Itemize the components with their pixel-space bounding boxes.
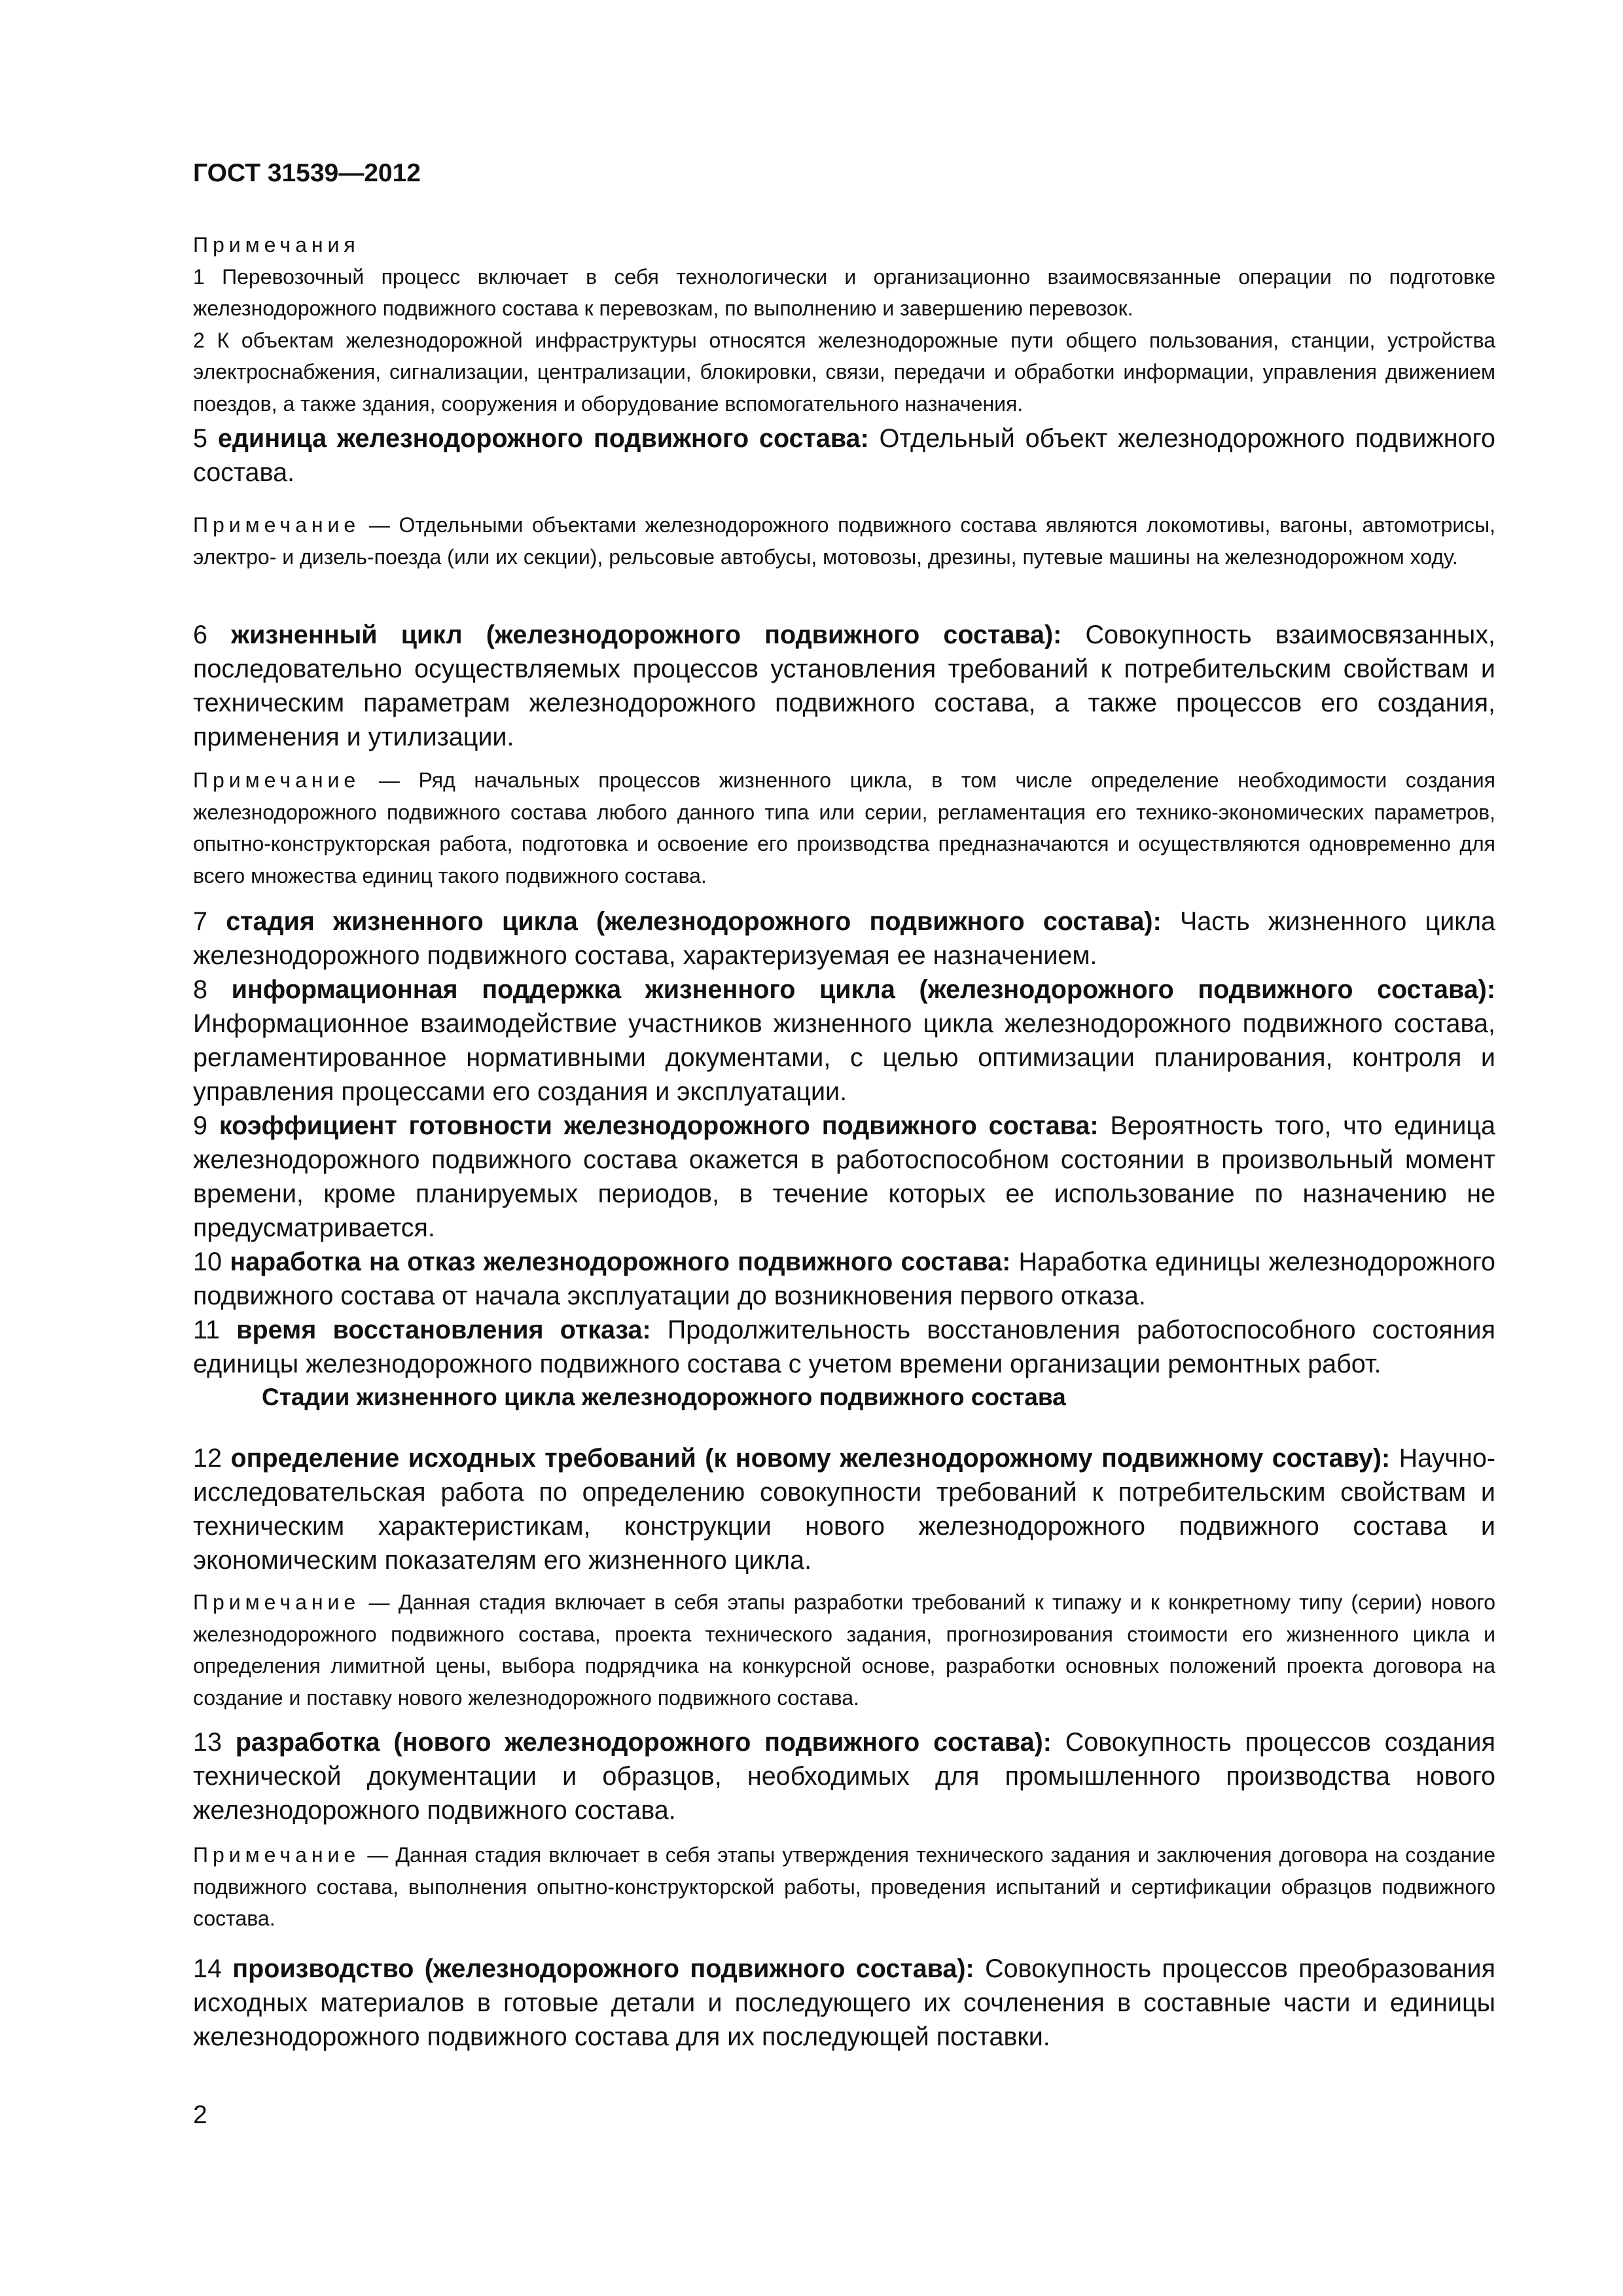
- note-dash: —: [360, 513, 399, 537]
- definitions-7-11: [193, 905, 1495, 1381]
- note-item-2: 2 К объектам железнодорожной инфраструктуры относятся железнодорожные пути общего пользования, станции, устройства электроснабжения, сигнализации, централизации, блокировки, связи, передачи и обработки информации, управления движением поездов, а также здания, сооружения и оборудование вспомогательного назначения.: [193, 328, 1495, 416]
- note-label: Примечание: [193, 513, 361, 537]
- page-number: 2: [193, 2101, 207, 2129]
- note-dash: —: [360, 1843, 396, 1867]
- definition-term: единица железнодорожного подвижного состава:: [217, 424, 869, 453]
- definition-text: Совокупность процессов создания технической документации и образцов, необходимых для промышленного производства нового железнодорожного подвижного состава.: [193, 1728, 1495, 1825]
- definition-term: коэффициент готовности железнодорожного подвижного состава:: [219, 1111, 1099, 1140]
- section-heading: Стадии жизненного цикла железнодорожного подвижного состава: [262, 1384, 1066, 1410]
- definition-13: [193, 1725, 1495, 1827]
- note-label: Примечание: [193, 768, 361, 792]
- definition-term: жизненный цикл (железнодорожного подвижного состава):: [231, 620, 1062, 649]
- note-label: Примечание: [193, 1843, 361, 1867]
- definition-term: время восстановления отказа:: [236, 1316, 651, 1344]
- definition-5: [193, 422, 1495, 490]
- document-id: ГОСТ 31539—2012: [193, 159, 421, 187]
- definition-11: [193, 1313, 1495, 1381]
- note-text: Отдельными объектами железнодорожного подвижного состава являются локомотивы, вагоны, автомотрисы, электро- и дизель-поезда (или их секции), рельсовые автобусы, мотовозы, дрезины, путевые машины на железнодорожном ходу.: [193, 513, 1496, 569]
- definition-number: 13: [193, 1728, 222, 1757]
- definition-text: Вероятность того, что единица железнодорожного подвижного состава окажется в работоспособном состоянии в произвольный момент времени, кроме планируемых периодов, в течение которых ее использование по назначению не предусматривается.: [193, 1111, 1495, 1242]
- note-item-1: 1 Перевозочный процесс включает в себя технологически и организационно взаимосвязанные операции по подготовке железнодорожного подвижного состава к перевозкам, по выполнению и завершению перевозок.: [193, 264, 1495, 320]
- note-text: Ряд начальных процессов жизненного цикла, в том числе определение необходимости создания железнодорожного подвижного состава любого данного типа или серии, регламентация его технико-экономических параметров, опытно-конструкторская работа, подготовка и освоение его производства предназначаются и осуществляются одновременно для всего множества единиц такого подвижного состава.: [193, 768, 1496, 888]
- definition-number: 6: [193, 620, 207, 649]
- definition-10: [193, 1245, 1495, 1313]
- definition-text: Продолжительность восстановления работоспособного состояния единицы железнодорожного подвижного состава с учетом времени организации ремонтных работ.: [193, 1316, 1495, 1378]
- note-dash: —: [360, 1590, 399, 1614]
- definition-12: [193, 1441, 1495, 1577]
- definition-number: 5: [193, 424, 207, 453]
- definition-number: 12: [193, 1444, 222, 1473]
- definition-number: 9: [193, 1111, 207, 1140]
- definition-6: [193, 618, 1495, 754]
- notes-title: Примечания: [193, 233, 360, 257]
- definition-text: Совокупность процессов преобразования исходных материалов в готовые детали и последующего их сочленения в составные части и единицы железнодорожного подвижного состава для их последующей поставки.: [193, 1954, 1495, 2051]
- note-13: [193, 1839, 1495, 1935]
- definition-text: Часть жизненного цикла железнодорожного подвижного состава, характеризуемая ее назначением.: [193, 907, 1495, 970]
- definition-term: наработка на отказ железнодорожного подвижного состава:: [230, 1247, 1011, 1276]
- definition-text: Совокупность взаимосвязанных, последовательно осуществляемых процессов установления требований к потребительским свойствам и техническим параметрам железнодорожного подвижного состава, а также процессов его создания, применения и утилизации.: [193, 620, 1495, 751]
- definition-term: информационная поддержка жизненного цикла (железнодорожного подвижного состава):: [231, 975, 1495, 1004]
- definition-term: производство (железнодорожного подвижного состава):: [232, 1954, 974, 1983]
- note-label: Примечание: [193, 1590, 361, 1614]
- definition-text: Научно-исследовательская работа по определению совокупности требований к потребительским свойствам и техническим характеристикам, конструкции нового железнодорожного подвижного состава и экономическим показателям его жизненного цикла.: [193, 1444, 1495, 1575]
- definition-7: [193, 905, 1495, 973]
- definition-14: [193, 1952, 1495, 2054]
- notes-top: [193, 229, 1495, 420]
- note-text: Данная стадия включает в себя этапы утверждения технического задания и заключения договора на создание подвижного состава, выполнения опытно-конструкторской работы, проведения испытаний и сертификации образцов подвижного состава.: [193, 1843, 1496, 1930]
- definition-number: 7: [193, 907, 207, 936]
- note-dash: —: [360, 768, 419, 792]
- definition-term: определение исходных требований (к новому железнодорожному подвижному составу):: [230, 1444, 1391, 1473]
- note-text: Данная стадия включает в себя этапы разработки требований к типажу и к конкретному типу (серии) нового железнодорожного подвижного состава, проекта технического задания, прогнозирования стоимости его жизненного цикла и определения лимитной цены, выбора подрядчика на конкурсной основе, разработки основных положений проекта договора на создание и поставку нового железнодорожного подвижного состава.: [193, 1590, 1496, 1710]
- note-6: [193, 764, 1495, 891]
- definition-term: стадия жизненного цикла (железнодорожного подвижного состава):: [226, 907, 1162, 936]
- definition-number: 11: [193, 1316, 221, 1344]
- definition-number: 14: [193, 1954, 222, 1983]
- definition-8: [193, 973, 1495, 1109]
- note-5: [193, 509, 1495, 573]
- definition-number: 8: [193, 975, 207, 1004]
- definition-9: [193, 1109, 1495, 1245]
- definition-text: Информационное взаимодействие участников жизненного цикла железнодорожного подвижного состава, регламентированное нормативными документами, с целью оптимизации планирования, контроля и управления процессами его создания и эксплуатации.: [193, 1009, 1495, 1106]
- note-12: [193, 1587, 1495, 1713]
- definition-text: Наработка единицы железнодорожного подвижного состава от начала эксплуатации до возникновения первого отказа.: [193, 1247, 1496, 1310]
- definition-term: разработка (нового железнодорожного подвижного состава):: [235, 1728, 1052, 1757]
- definition-text: Отдельный объект железнодорожного подвижного состава.: [193, 424, 1495, 487]
- definition-number: 10: [193, 1247, 222, 1276]
